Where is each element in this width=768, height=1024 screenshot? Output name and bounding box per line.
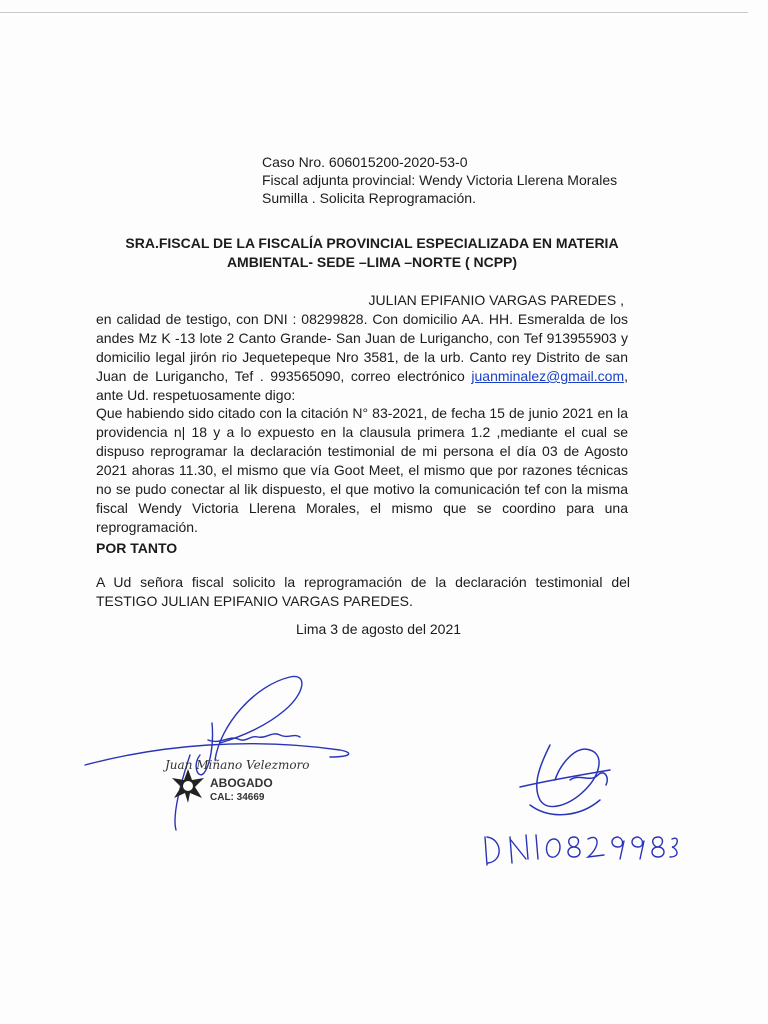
stamp-cal: CAL: 34669: [210, 792, 265, 803]
title-line-1: SRA.FISCAL DE LA FISCALÍA PROVINCIAL ESPECIALIZADA EN MATERIA: [125, 235, 619, 251]
case-number: Caso Nro. 606015200-2020-53-0: [262, 154, 468, 170]
summary-line: Sumilla . Solicita Reprogramación.: [262, 190, 476, 206]
stamp-name: Juan Miñano Velezmoro: [165, 758, 310, 772]
page-edge-line: [0, 12, 748, 13]
document-header: [262, 153, 617, 207]
intro-body: en calidad de testigo, con DNI : 08299828. Con domicilio AA. HH. Esmeralda de los andes Mz K -13 lote 2 Canto Grande- San Juan de Lurigancho, con Tef 913955903 y domicilio legal jirón rio Jequetepeque Nro 3581, de la urb. Canto rey Distrito de san Juan de Lurigancho, Tef . 993565090, correo electrónico: [96, 311, 628, 384]
petitioner-name: JULIAN EPIFANIO VARGAS PAREDES ,: [368, 292, 624, 308]
stamp-role: ABOGADO: [210, 776, 273, 790]
email-link[interactable]: juanminalez@gmail.com: [471, 368, 625, 384]
intro-closing: , ante Ud. respetuosamente digo:: [96, 368, 628, 403]
document-title: [98, 234, 646, 272]
por-tanto-heading: POR TANTO: [96, 540, 178, 556]
stamp-seal-icon: [170, 768, 206, 804]
handwritten-dni: [480, 825, 680, 870]
prosecutor-line: Fiscal adjunta provincial: Wendy Victoria Llerena Morales: [262, 172, 618, 188]
place-date: Lima 3 de agosto del 2021: [296, 621, 462, 637]
title-line-2: AMBIENTAL- SEDE –LIMA –NORTE ( NCPP): [226, 254, 518, 270]
witness-signature: [510, 725, 620, 825]
body-paragraph: Que habiendo sido citado con la citación N° 83-2021, de fecha 15 de junio 2021 en la providencia n| 18 y a lo expuesto en la clausula primera 1.2 ,mediante el cual se dispuso reprogramar la declaración testimonial de mi persona el día 03 de Agosto 2021 ahoras 11.30, el mismo que vía Goot Meet, el mismo que por razones técnicas no se pudo conectar al lik dispuesto, el que motivo la comunicación tef con la misma fiscal Wendy Victoria Llerena Morales, el mismo que se coordino para una reprogramación.: [96, 405, 628, 535]
request-paragraph: A Ud señora fiscal solicito la reprogramación de la declaración testimonial del TESTIGO JULIAN EPIFANIO VARGAS PAREDES.: [96, 574, 630, 609]
lawyer-signature: [80, 665, 380, 835]
intro-paragraph: [96, 291, 628, 405]
